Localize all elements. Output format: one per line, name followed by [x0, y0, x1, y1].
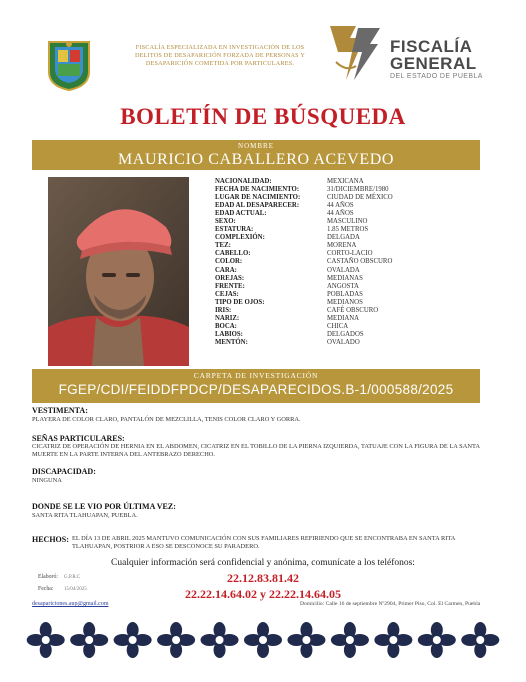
ornament-motif: [157, 622, 195, 658]
detail-row: [215, 275, 455, 283]
detail-row: [215, 267, 455, 275]
senas-heading: SEÑAS PARTICULARES:: [32, 434, 125, 443]
detail-label: BOCA:: [215, 322, 237, 330]
detail-value: MEDIANAS: [327, 274, 363, 282]
detail-row: [215, 339, 455, 347]
detail-label: CABELLO:: [215, 250, 251, 258]
name-band: [32, 140, 480, 170]
header: [0, 0, 526, 100]
detail-label: LABIOS:: [215, 330, 243, 338]
brand-line2: GENERAL: [390, 54, 477, 73]
detail-value: CASTAÑO OBSCURO: [327, 258, 393, 266]
contact-email-link[interactable]: desapariciones.aup@gmail.com: [32, 601, 109, 607]
detail-row: [215, 242, 455, 250]
brand-line1: FISCALÍA: [390, 37, 473, 56]
detail-row: [215, 299, 455, 307]
detail-label: TIPO DE OJOS:: [215, 298, 265, 306]
detail-label: COLOR:: [215, 258, 243, 266]
detail-label: LUGAR DE NACIMIENTO:: [215, 194, 301, 202]
detail-value: 44 AÑOS: [327, 210, 354, 218]
person-details: [215, 178, 455, 347]
detail-row: [215, 323, 455, 331]
case-label: CARPETA DE INVESTIGACIÓN: [193, 371, 319, 380]
fecha-value: 15/04/2025: [64, 587, 87, 592]
ornament-motif: [461, 622, 499, 658]
discapacidad-text: NINGUNA: [32, 477, 62, 484]
vestimenta-text: PLAYERA DE COLOR CLARO, PANTALÓN DE MEZCLILLA, TENIS COLOR CLARO Y GORRA.: [32, 416, 301, 423]
detail-label: FRENTE:: [215, 282, 245, 290]
vestimenta-heading: VESTIMENTA:: [32, 406, 88, 415]
senas-text: CICATRIZ DE OPERACIÓN DE HERNIA EN EL ABDOMEN, CICATRIZ EN EL TOBILLO DE LA PIERNA IZQUIERDA, TATUAJE CON LA FIGURA DE LA SANTA MUERTE EN LA PARTE INTERNA DEL ANTEBRAZO DERECHO.: [32, 443, 480, 458]
ornament-motif: [70, 622, 108, 658]
detail-value: MORENA: [327, 242, 357, 250]
detail-label: NARIZ:: [215, 314, 240, 322]
detail-label: NACIONALIDAD:: [215, 178, 272, 185]
hechos-heading: HECHOS:: [32, 535, 69, 544]
detail-label: EDAD AL DESAPARECER:: [215, 202, 300, 210]
ornament-motif: [331, 622, 369, 658]
missing-person-photo: [48, 177, 189, 366]
case-number: FGEP/CDI/FEIDDFPDCP/DESAPARECIDOS.B-1/000588/2025: [58, 382, 454, 397]
bulletin-title: BOLETÍN DE BÚSQUEDA: [120, 104, 406, 129]
detail-value: CHICA: [327, 322, 349, 330]
detail-label: SEXO:: [215, 218, 236, 226]
person-name: MAURICIO CABALLERO ACEVEDO: [117, 151, 395, 168]
ornament-motif: [287, 622, 325, 658]
brand-subtitle: DEL ESTADO DE PUEBLA: [390, 73, 483, 80]
hechos-text: EL DÍA 13 DE ABRIL 2025 MANTUVO COMUNICACIÓN CON SUS FAMILIARES REFIRIENDO QUE SE ENCONTRABA EN SANTA RITA TLAHUAPAN, POSTRIOR A ESO SE DESCONOCE SU PARADERO.: [72, 535, 456, 550]
detail-label: EDAD ACTUAL:: [215, 210, 267, 218]
detail-label: MENTÓN:: [215, 338, 248, 346]
detail-value: CAFÉ OBSCURO: [327, 306, 379, 314]
detail-label: FECHA DE NACIMIENTO:: [215, 186, 300, 194]
detail-label: IRIS:: [215, 306, 232, 314]
detail-value: DELGADA: [327, 234, 360, 242]
detail-row: [215, 234, 455, 242]
detail-row: [215, 210, 455, 218]
detail-value: ANGOSTA: [327, 282, 359, 290]
phone-primary[interactable]: 22.12.83.81.42: [227, 571, 299, 585]
detail-value: OVALADO: [327, 338, 360, 346]
detail-row: [215, 315, 455, 323]
detail-label: COMPLEXIÓN:: [215, 234, 265, 242]
detail-row: [215, 331, 455, 339]
talavera-ornament-strip: [24, 622, 502, 658]
case-band: [32, 369, 480, 403]
phone-secondary[interactable]: 22.22.14.64.02 y 22.22.14.64.05: [185, 587, 341, 601]
detail-value: CIUDAD DE MÉXICO: [327, 194, 393, 202]
ornament-motif: [244, 622, 282, 658]
person-photo-illustration: [48, 177, 189, 366]
detail-value: MEDIANA: [327, 314, 360, 322]
elaboro-value: G.P.R.C: [64, 575, 81, 580]
ultima-vez-heading: DONDE SE LE VIO POR ÚLTIMA VEZ:: [32, 502, 176, 511]
detail-value: POBLADAS: [327, 290, 363, 298]
detail-value: 31/DICIEMBRE/1980: [327, 186, 389, 194]
detail-row: [215, 258, 455, 266]
detail-value: 44 AÑOS: [327, 202, 354, 210]
detail-value: DELGADOS: [327, 330, 364, 338]
detail-row: [215, 194, 455, 202]
fiscalia-logo-icon: [326, 22, 384, 84]
ornament-motif: [27, 622, 65, 658]
ornament-motif: [418, 622, 456, 658]
detail-value: OVALADA: [327, 266, 360, 274]
detail-row: [215, 307, 455, 315]
elaboro-label: Elaboró:: [38, 574, 58, 580]
detail-label: CARA:: [215, 266, 237, 274]
ultima-vez-text: SANTA RITA TLAHUAPAN, PUEBLA.: [32, 512, 138, 519]
detail-label: OREJAS:: [215, 274, 245, 282]
ornament-motif: [374, 622, 412, 658]
ornament-motif: [201, 622, 239, 658]
puebla-seal-icon: [46, 38, 92, 92]
office-address: Domicilio: Calle 16 de septiembre Nº2904, Primer Piso, Col. El Carmen, Puebla: [300, 601, 481, 607]
detail-row: [215, 291, 455, 299]
detail-value: 1.85 METROS: [327, 226, 369, 234]
detail-value: CORTO-LACIO: [327, 250, 373, 258]
detail-value: MASCULINO: [327, 218, 368, 226]
detail-row: [215, 178, 455, 186]
name-label: NOMBRE: [238, 142, 274, 150]
detail-row: [215, 186, 455, 194]
confidential-notice: Cualquier información será confidencial y anónima, comunícate a los teléfonos:: [111, 558, 415, 568]
detail-value: MEXICANA: [327, 178, 364, 185]
fecha-label: Fecha:: [38, 586, 54, 592]
detail-row: [215, 202, 455, 210]
agency-text: FISCALÍA ESPECIALIZADA EN INVESTIGACIÓN DE LOS DELITOS DE DESAPARICIÓN FORZADA DE PERSONAS Y DESAPARICIÓN COMETIDA POR PARTICULARES.: [134, 44, 305, 67]
ornament-motif: [114, 622, 152, 658]
detail-label: CEJAS:: [215, 290, 239, 298]
detail-row: [215, 283, 455, 291]
detail-value: MEDIANOS: [327, 298, 363, 306]
detail-row: [215, 218, 455, 226]
discapacidad-heading: DISCAPACIDAD:: [32, 467, 96, 476]
detail-label: TEZ:: [215, 242, 231, 250]
detail-label: ESTATURA:: [215, 226, 254, 234]
